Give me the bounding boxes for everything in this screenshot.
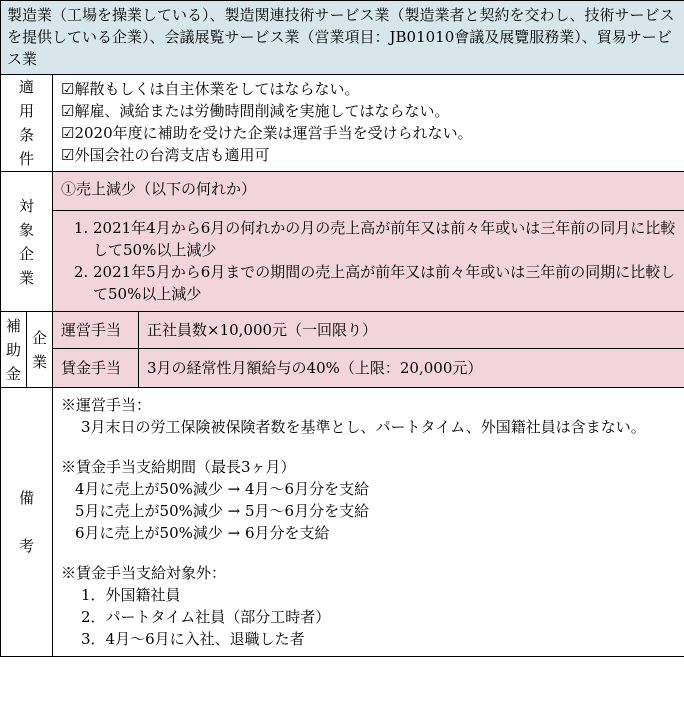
conditions-label-char: 条 xyxy=(18,126,34,144)
allowance-name: 運営手当 xyxy=(61,321,122,339)
target-heading: ①売上減少（以下の何れか） xyxy=(61,180,257,198)
conditions-label-char: 用 xyxy=(18,102,34,120)
conditions-label-char: 適 xyxy=(18,78,34,96)
conditions-label-char: 件 xyxy=(18,150,34,168)
notes-label-char: 考 xyxy=(18,537,34,555)
industry-header xyxy=(1,1,684,75)
allowance-name: 賃金手当 xyxy=(61,359,122,377)
note-operating-title: ※運営手当： xyxy=(61,396,152,414)
allowance-name-cell xyxy=(53,312,139,349)
target-label-char: 業 xyxy=(18,268,34,287)
subsidy-label-char: 助 xyxy=(5,340,21,359)
note-wage-period-item: 4月に売上が50%減少 → 4月～6月分を支給 xyxy=(75,480,370,498)
subsidy-label-char: 金 xyxy=(5,364,21,383)
target-label-char: 対 xyxy=(18,196,34,215)
target-label-char: 企 xyxy=(18,244,34,263)
target-label-char: 象 xyxy=(18,220,34,239)
target-label xyxy=(1,172,53,312)
target-item: 1. 2021年4月から6月の何れかの月の売上高が前年又は前々年或いは三年前の同月に比較して50%以上減少 xyxy=(93,217,676,261)
subsidy-label-char: 補 xyxy=(5,316,21,335)
allowance-value-cell xyxy=(139,312,684,349)
subsidy-label xyxy=(1,312,27,388)
note-excluded-item: 3．4月～6月に入社、退職した者 xyxy=(81,630,305,648)
condition-item: ☑2020年度に補助を受けた企業は運営手当を受けられない。 xyxy=(61,124,473,142)
conditions-list xyxy=(53,75,684,172)
target-heading-cell xyxy=(53,172,684,211)
note-wage-period-title: ※賃金手当支給期間（最長3ヶ月） xyxy=(61,458,296,476)
allowance-value-cell xyxy=(139,349,684,388)
subsidy-sub-label-char: 企 xyxy=(31,328,47,347)
note-wage-period-item: 6月に売上が50%減少 → 6月分を支給 xyxy=(75,524,330,542)
note-operating-text: 3月末日の労工保険被保険者数を基準とし、パートタイム、外国籍社員は含まない。 xyxy=(81,418,646,436)
condition-item: ☑解雇、減給または労働時間削減を実施してはならない。 xyxy=(61,102,450,120)
notes-label xyxy=(1,388,53,657)
target-item: 2. 2021年5月から6月までの期間の売上高が前年又は前々年或いは三年前の同期に比較して50%以上減少 xyxy=(93,261,676,305)
target-items-cell xyxy=(53,211,684,312)
note-excluded-item: 2．パートタイム社員（部分工時者） xyxy=(81,608,331,626)
allowance-value: 3月の経常性月額給与の40%（上限：20,000元） xyxy=(147,359,483,377)
notes-cell xyxy=(53,388,684,657)
condition-item: ☑解散もしくは自主休業をしてはならない。 xyxy=(61,80,360,98)
subsidy-sub-label xyxy=(27,312,53,388)
note-wage-period-item: 5月に売上が50%減少 → 5月～6月分を支給 xyxy=(75,502,370,520)
conditions-label xyxy=(1,75,53,172)
subsidy-sub-label-char: 業 xyxy=(31,352,47,371)
allowance-name-cell xyxy=(53,349,139,388)
notes-label-char: 備 xyxy=(18,489,34,507)
target-items xyxy=(61,217,676,305)
allowance-value: 正社員数×10,000元（一回限り） xyxy=(147,321,378,339)
condition-item: ☑外国会社の台湾支店も適用可 xyxy=(61,146,270,164)
note-excluded-item: 1．外国籍社員 xyxy=(81,586,181,604)
note-excluded-title: ※賃金手当支給対象外： xyxy=(61,564,227,582)
industry-header-text: 製造業（工場を操業している）、製造関連技術サービス業（製造業者と契約を交わし、技術サービスを提供している企業）、会議展覧サービス業（営業項目：JB01010會議及展覽服務業）、貿易サービス業 xyxy=(7,6,675,68)
